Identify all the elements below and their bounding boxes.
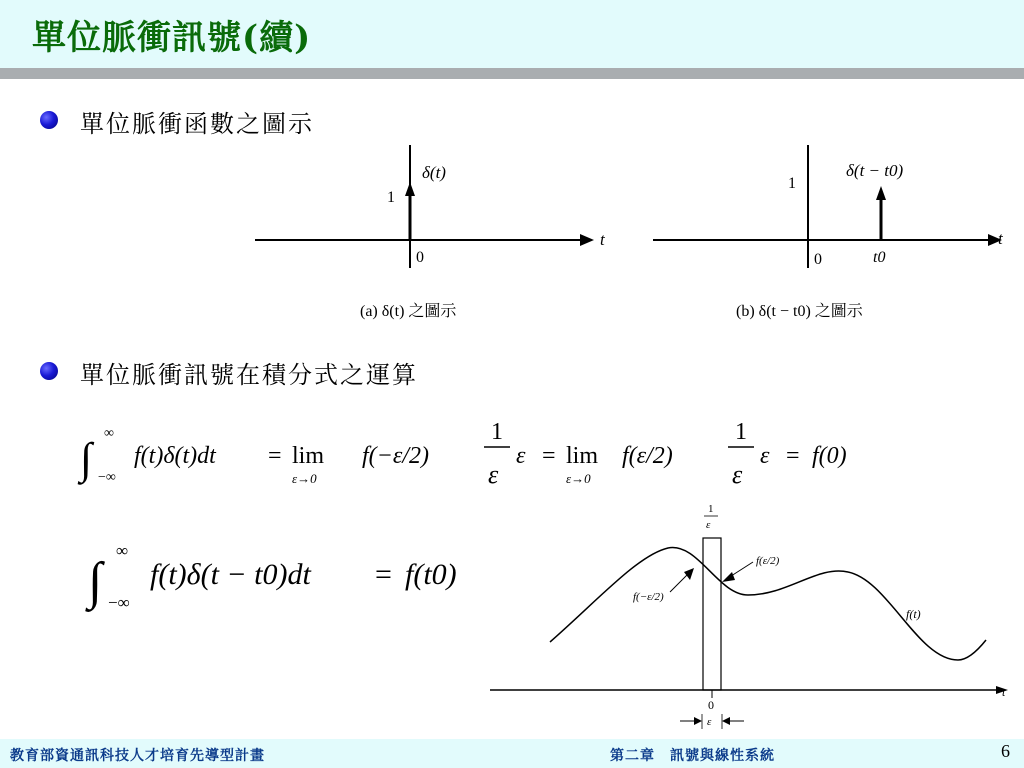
equation-1-term-2: f(ε/2) [622, 443, 673, 469]
footer-bar [0, 739, 1024, 768]
figure-b-t0-label: t0 [873, 249, 886, 266]
integral-upper-1: ∞ [104, 426, 114, 441]
equation-2 [80, 530, 510, 620]
figure-c-eps-arrow-right-head [722, 717, 730, 725]
figure-c-arrow-right-head [722, 572, 735, 582]
bullet-text-1: 單位脈衝函數之圖示 [80, 110, 314, 138]
equation-1-lim-1: lim [292, 443, 325, 469]
figure-a-axis-arrow [580, 234, 594, 246]
figure-c-eps-label: ε [707, 716, 712, 728]
figure-b-shifted-delta [648, 140, 1018, 330]
figure-c-label-right: f(ε/2) [756, 555, 780, 567]
figure-a-impulse-arrow [405, 182, 415, 196]
integral-upper-2: ∞ [116, 541, 129, 560]
figure-b-fn-label: δ(t − t0) [846, 161, 904, 180]
integral-lower-2: −∞ [108, 593, 130, 612]
integral-lower-1: −∞ [98, 470, 116, 485]
figure-a-t-label: t [600, 230, 605, 249]
page-number: 6 [1001, 741, 1010, 761]
equation-1 [70, 405, 890, 500]
equation-1-eq-1: = [268, 443, 282, 469]
figure-a-delta [250, 140, 620, 330]
footer-chapter-title: 第二章 訊號與線性系統 [610, 748, 775, 764]
figure-a-caption: (a) δ(t) 之圖示 [360, 303, 457, 320]
figure-b-one-label: 1 [788, 175, 796, 192]
footer-project-name: 教育部資通訊科技人才培育先導型計畫 [10, 748, 265, 764]
equation-1-term-1: f(−ε/2) [362, 443, 429, 469]
equation-2-rhs: f(t0) [405, 558, 457, 591]
bullet-dot-1 [40, 111, 58, 129]
integral-sign-2: ∫ [88, 553, 103, 610]
figure-b-zero-label: 0 [814, 251, 822, 268]
figure-c-arrow-left-line [670, 574, 688, 592]
equation-1-lhs: f(t)δ(t)dt [134, 443, 216, 469]
equation-1-eq-3: = [786, 443, 800, 469]
figure-a-zero-label: 0 [416, 249, 424, 266]
equation-1-frac-den-2: ε [732, 460, 743, 489]
equation-1-lim-sub-2: ε→0 [566, 471, 591, 486]
equation-1-frac-num-1: 1 [491, 419, 503, 445]
title-divider [0, 68, 1024, 79]
figure-c-ft-label: f(t) [906, 607, 921, 621]
equation-2-eq: = [375, 558, 392, 591]
equation-1-frac-den-1: ε [488, 460, 499, 489]
slide-title: 單位脈衝訊號(續) [32, 18, 312, 58]
figure-c-eps-arrow-left-head [694, 717, 702, 725]
equation-1-frac-num-2: 1 [735, 419, 747, 445]
figure-b-caption: (b) δ(t − t0) 之圖示 [736, 303, 863, 320]
figure-c-zero-label: 0 [708, 698, 714, 712]
figure-c-top-den: ε [706, 519, 711, 531]
figure-c-arrow-left-head [684, 568, 694, 580]
figure-b-impulse-arrow [876, 186, 886, 200]
figure-c-label-left: f(−ε/2) [633, 591, 664, 603]
figure-b-t-label: t [998, 229, 1003, 248]
equation-1-eq-2: = [542, 443, 556, 469]
equation-1-rhs: f(0) [812, 443, 847, 469]
figure-c-top-num: 1 [708, 503, 714, 515]
figure-c-t-label: t [1002, 685, 1006, 699]
figure-a-one-label: 1 [387, 189, 395, 206]
integral-sign-1: ∫ [80, 434, 93, 483]
equation-1-lim-2: lim [566, 443, 599, 469]
title-bar [0, 0, 1024, 68]
figure-a-fn-label: δ(t) [422, 163, 446, 182]
figure-c-pulse-rect [703, 538, 721, 690]
equation-1-eps-2: ε [760, 443, 770, 469]
equation-1-eps-1: ε [516, 443, 526, 469]
bullet-dot-2 [40, 362, 58, 380]
figure-c-pulse-approximation [488, 500, 1018, 735]
equation-2-integrand: f(t)δ(t − t0)dt [150, 558, 311, 591]
equation-1-lim-sub-1: ε→0 [292, 471, 317, 486]
bullet-text-2: 單位脈衝訊號在積分式之運算 [80, 361, 418, 389]
